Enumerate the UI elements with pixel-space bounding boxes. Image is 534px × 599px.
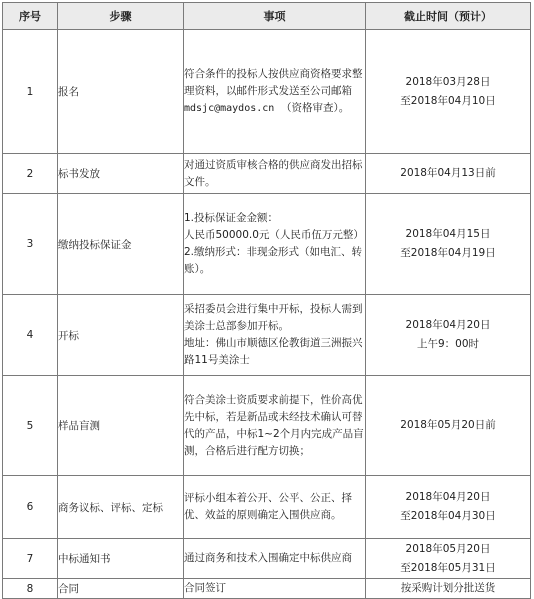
header-step: 步骤	[58, 3, 184, 30]
row-item	[184, 539, 366, 579]
row-item	[184, 30, 366, 154]
row-step: 样品盲测	[58, 376, 184, 476]
row-deadline	[366, 376, 531, 476]
row-step: 缴纳投标保证金	[58, 194, 184, 295]
row-number: 3	[3, 194, 58, 295]
row-item	[184, 579, 366, 599]
item-text: 符合条件的投标人按供应商资格要求整理资料，以邮件形式发送至公司邮箱	[184, 68, 363, 97]
row-item	[184, 295, 366, 376]
item-text: 2.缴纳形式：非现金形式（如电汇、转账）。	[184, 246, 363, 275]
row-deadline	[366, 30, 531, 154]
item-text: 合同签订	[184, 582, 226, 594]
table-row	[3, 295, 531, 376]
row-step: 开标	[58, 295, 184, 376]
row-number: 4	[3, 295, 58, 376]
deadline-line: 上午9：00时	[416, 338, 480, 350]
deadline-line: 2018年04月20日	[405, 319, 491, 331]
table-row	[3, 194, 531, 295]
table-row	[3, 376, 531, 476]
row-deadline	[366, 539, 531, 579]
row-number: 6	[3, 476, 58, 539]
table-row	[3, 539, 531, 579]
item-text: 评标小组本着公开、公平、公正、择优、效益的原则确定入围供应商。	[184, 492, 352, 521]
table-row	[3, 476, 531, 539]
header-item: 事项	[184, 3, 366, 30]
deadline-line: 至2018年04月30日	[400, 510, 496, 522]
item-text: 采招委员会进行集中开标，投标人需到美涂士总部参加开标。	[184, 303, 363, 332]
row-step: 标书发放	[58, 154, 184, 194]
row-step: 报名	[58, 30, 184, 154]
table-row	[3, 579, 531, 599]
row-deadline	[366, 154, 531, 194]
row-deadline	[366, 476, 531, 539]
row-deadline	[366, 579, 531, 599]
table-row	[3, 30, 531, 154]
deadline-line: 2018年05月20日	[405, 542, 491, 555]
deadline-line: 至2018年04月19日	[400, 247, 496, 259]
deadline-line: 至2018年04月10日	[400, 94, 496, 107]
row-deadline	[366, 295, 531, 376]
item-text: 地址：佛山市顺德区伦教街道三洲振兴路11号美涂士	[184, 337, 363, 366]
deadline-line: 2018年04月13日前	[400, 167, 496, 179]
row-step: 中标通知书	[58, 539, 184, 579]
bidding-schedule-table	[2, 2, 531, 599]
item-text: 1.投标保证金金额：	[184, 212, 279, 224]
item-text: （资格审查）。	[281, 102, 350, 114]
deadline-line: 至2018年05月31日	[400, 561, 496, 574]
table-row	[3, 154, 531, 194]
row-item	[184, 154, 366, 194]
row-number: 8	[3, 579, 58, 599]
row-step: 商务议标、评标、定标	[58, 476, 184, 539]
header-no: 序号	[3, 3, 58, 30]
deadline-line: 2018年05月20日前	[400, 419, 496, 431]
row-item	[184, 376, 366, 476]
row-number: 5	[3, 376, 58, 476]
deadline-line: 2018年03月28日	[405, 75, 491, 88]
deadline-line: 2018年04月20日	[405, 491, 491, 503]
header-deadline: 截止时间（预计）	[366, 3, 531, 30]
item-text: 人民币50000.0元（人民币伍万元整）	[184, 229, 364, 241]
row-item	[184, 476, 366, 539]
row-deadline	[366, 194, 531, 295]
table-header-row	[3, 3, 531, 30]
row-number: 2	[3, 154, 58, 194]
item-text: 符合美涂士资质要求前提下，性价高优先中标，若是新品或未经技术确认可替代的产品，中标1~2个月内完成产品盲测，合格后进行配方切换；	[184, 393, 364, 457]
deadline-line: 2018年04月15日	[405, 228, 491, 240]
row-number: 7	[3, 539, 58, 579]
item-text: 对通过资质审核合格的供应商发出招标文件。	[184, 158, 363, 188]
row-item	[184, 194, 366, 295]
deadline-line: 按采购计划分批送货	[400, 582, 496, 594]
row-number: 1	[3, 30, 58, 154]
row-step: 合同	[58, 579, 184, 599]
item-text: 通过商务和技术入围确定中标供应商	[184, 552, 352, 564]
email-link[interactable]: mdsjc@maydos.cn	[184, 103, 275, 114]
